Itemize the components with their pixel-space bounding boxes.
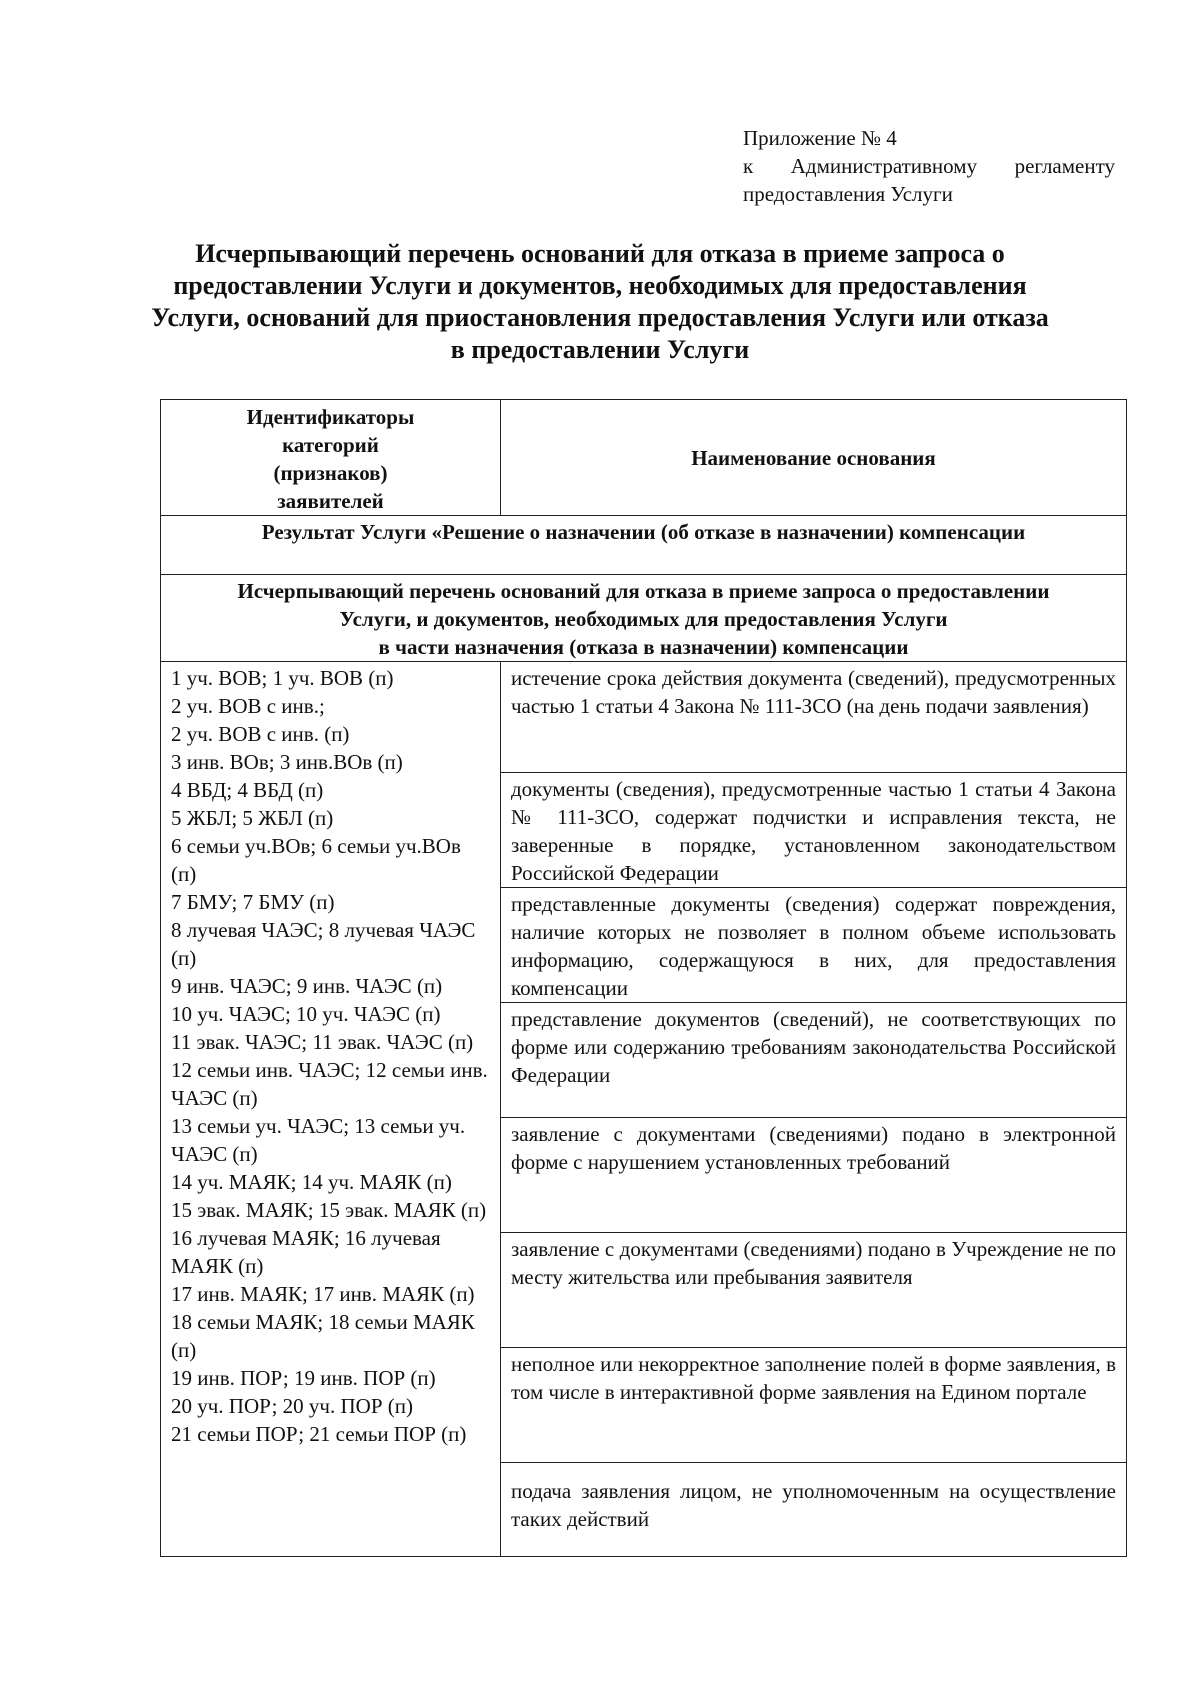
section-row bbox=[161, 575, 1127, 662]
header-categories bbox=[161, 400, 501, 516]
header-categories-line: (признаков) bbox=[273, 461, 388, 485]
ground-item: представление документов (сведений), не соответствующих по форме или содержанию требованиям законодательства Российской Федерации bbox=[501, 1003, 1127, 1118]
ground-item: документы (сведения), предусмотренные частью 1 статьи 4 Закона № 111-ЗСО, содержат подчистки и исправления текста, не заверенные в порядке, установленном законодательством Российской Федерации bbox=[501, 773, 1127, 888]
category-item: 13 семьи уч. ЧАЭС; 13 семьи уч. ЧАЭС (п) bbox=[171, 1114, 466, 1166]
category-item: 12 семьи инв. ЧАЭС; 12 семьи инв. ЧАЭС (п) bbox=[171, 1058, 488, 1110]
table-header-row bbox=[161, 400, 1127, 516]
section-title-line: Исчерпывающий перечень оснований для отказа в приеме запроса о предоставлении bbox=[237, 579, 1050, 603]
section-title-line: Услуги, и документов, необходимых для предоставления Услуги bbox=[339, 607, 948, 631]
category-item: 11 эвак. ЧАЭС; 11 эвак. ЧАЭС (п) bbox=[171, 1030, 474, 1054]
category-item: 9 инв. ЧАЭС; 9 инв. ЧАЭС (п) bbox=[171, 974, 443, 998]
appendix-number: Приложение № 4 bbox=[743, 126, 897, 150]
section-title bbox=[161, 575, 1127, 662]
ground-item: истечение срока действия документа (сведений), предусмотренных частью 1 статьи 4 Закона № 111-ЗСО (на день подачи заявления) bbox=[501, 662, 1127, 773]
category-item: 19 инв. ПОР; 19 инв. ПОР (п) bbox=[171, 1366, 436, 1390]
header-categories-line: категорий bbox=[282, 433, 379, 457]
header-categories-line: Идентификаторы bbox=[246, 405, 415, 429]
category-item: 16 лучевая МАЯК; 16 лучевая МАЯК (п) bbox=[171, 1226, 441, 1278]
category-item: 15 эвак. МАЯК; 15 эвак. МАЯК (п) bbox=[171, 1198, 487, 1222]
applicant-categories bbox=[161, 662, 501, 1557]
category-item: 6 семьи уч.ВОв; 6 семьи уч.ВОв (п) bbox=[171, 834, 461, 886]
header-ground-name: Наименование основания bbox=[501, 400, 1127, 516]
category-item: 8 лучевая ЧАЭС; 8 лучевая ЧАЭС (п) bbox=[171, 918, 476, 970]
ground-item: подача заявления лицом, не уполномоченным на осуществление таких действий bbox=[501, 1463, 1127, 1557]
category-item: 1 уч. ВОВ; 1 уч. ВОВ (п) bbox=[171, 666, 394, 690]
category-item: 10 уч. ЧАЭС; 10 уч. ЧАЭС (п) bbox=[171, 1002, 441, 1026]
category-item: 7 БМУ; 7 БМУ (п) bbox=[171, 890, 335, 914]
document-title: Исчерпывающий перечень оснований для отказа в приеме запроса о предоставлении Услуги и документов, необходимых для предоставления Услуги, оснований для приостановления предоставления Услуги или отказа в предоставлении Услуги bbox=[151, 239, 1049, 364]
category-item: 21 семьи ПОР; 21 семьи ПОР (п) bbox=[171, 1422, 467, 1446]
section-title-line: в части назначения (отказа в назначении) компенсации bbox=[378, 635, 909, 659]
appendix-regulation: к Административному регламенту bbox=[743, 154, 1115, 178]
category-item: 20 уч. ПОР; 20 уч. ПОР (п) bbox=[171, 1394, 413, 1418]
ground-item: неполное или некорректное заполнение полей в форме заявления, в том числе в интерактивной форме заявления на Едином портале bbox=[501, 1348, 1127, 1463]
ground-item: заявление с документами (сведениями) подано в Учреждение не по месту жительства или пребывания заявителя bbox=[501, 1233, 1127, 1348]
category-item: 18 семьи МАЯК; 18 семьи МАЯК (п) bbox=[171, 1310, 475, 1362]
ground-item: представленные документы (сведения) содержат повреждения, наличие которых не позволяет в полном объеме использовать информацию, содержащуюся в них, для предоставления компенсации bbox=[501, 888, 1127, 1003]
category-item: 4 ВБД; 4 ВБД (п) bbox=[171, 778, 324, 802]
category-item: 2 уч. ВОВ с инв.; bbox=[171, 694, 325, 718]
appendix-service: предоставления Услуги bbox=[743, 182, 953, 206]
category-item: 3 инв. ВОв; 3 инв.ВОв (п) bbox=[171, 750, 403, 774]
grounds-table bbox=[160, 399, 1127, 1557]
category-item: 14 уч. МАЯК; 14 уч. МАЯК (п) bbox=[171, 1170, 452, 1194]
table-row bbox=[161, 662, 1127, 773]
result-row bbox=[161, 516, 1127, 575]
category-item: 2 уч. ВОВ с инв. (п) bbox=[171, 722, 350, 746]
result-title: Результат Услуги «Решение о назначении (об отказе в назначении) компенсации bbox=[161, 516, 1127, 575]
ground-item: заявление с документами (сведениями) подано в электронной форме с нарушением установленных требований bbox=[501, 1118, 1127, 1233]
category-item: 5 ЖБЛ; 5 ЖБЛ (п) bbox=[171, 806, 334, 830]
category-item: 17 инв. МАЯК; 17 инв. МАЯК (п) bbox=[171, 1282, 475, 1306]
header-categories-line: заявителей bbox=[277, 489, 384, 513]
appendix-note bbox=[743, 124, 1115, 208]
